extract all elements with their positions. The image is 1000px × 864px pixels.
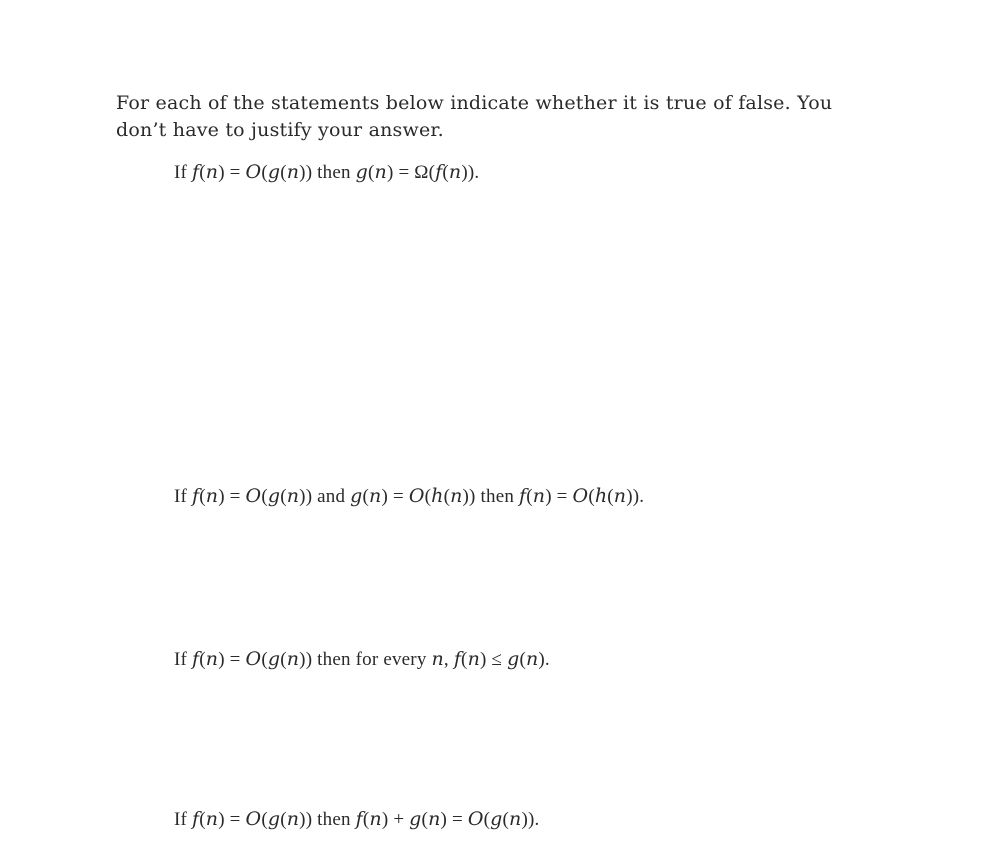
statement-2: If 𝑓(𝑛) = 𝑂(𝑔(𝑛)) and 𝑔(𝑛) = 𝑂(ℎ(𝑛)) then 𝑓(𝑛) = 𝑂(ℎ(𝑛)). bbox=[174, 486, 645, 507]
statement-1: If 𝑓(𝑛) = 𝑂(𝑔(𝑛)) then 𝑔(𝑛) = Ω(𝑓(𝑛)). bbox=[174, 162, 480, 183]
instructions bbox=[116, 90, 976, 144]
statement-3: If 𝑓(𝑛) = 𝑂(𝑔(𝑛)) then for every 𝑛, 𝑓(𝑛) ≤ 𝑔(𝑛). bbox=[174, 649, 550, 670]
instructions-line-2: don’t have to justify your answer. bbox=[116, 119, 444, 141]
instructions-line-1: For each of the statements below indicate whether it is true of false. You bbox=[116, 92, 833, 114]
statement-4: If 𝑓(𝑛) = 𝑂(𝑔(𝑛)) then 𝑓(𝑛) + 𝑔(𝑛) = 𝑂(𝑔(𝑛)). bbox=[174, 809, 540, 830]
